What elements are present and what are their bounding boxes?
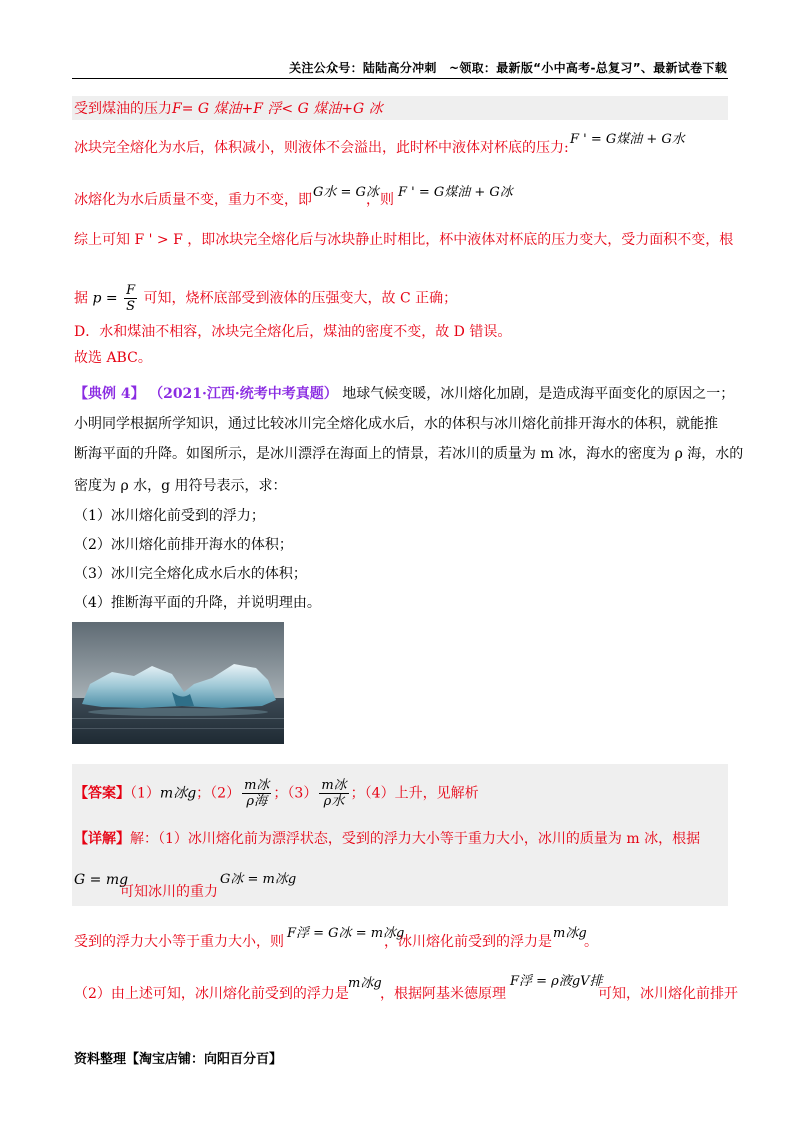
page-footer: 资料整理【淘宝店铺：向阳百分百】 (74, 1052, 283, 1067)
detail-label: 【详解】 (74, 831, 130, 847)
detail-formula-g-mg: G = mg (74, 872, 129, 888)
text-line-6: D．水和煤油不相容，冰块完全熔化后，煤油的密度不变，故 D 错误。 (74, 324, 512, 340)
example-paragraph-3: 断海平面的升降。如图所示，是冰川漂浮在海面上的情景，若冰川的质量为 m 冰，海水的密度为 ρ 海，水的 (74, 446, 744, 462)
header-divider (72, 78, 728, 79)
l5-text-a: 据 (74, 290, 88, 307)
detail-text-4b: ，根据阿基米德原理 (380, 986, 506, 1002)
detail-text-2: 可知冰川的重力 (120, 884, 218, 900)
l3-formula-1: G水 = G冰 (313, 185, 379, 200)
example-paragraph-4: 密度为 ρ 水，g 用符号表示，求： (74, 478, 287, 494)
detail-formula-mg-1: m冰g (553, 926, 587, 941)
detail-text-3b: ，冰川熔化前受到的浮力是 (384, 934, 552, 950)
example-source: （2021·江西·统考中考真题） (149, 386, 338, 402)
fraction-denominator: S (126, 299, 136, 314)
question-4: （4）推断海平面的升降，并说明理由。 (74, 595, 321, 611)
l1-prefix: 受到煤油的压力 (74, 101, 172, 117)
answer-3-denominator: ρ水 (323, 794, 345, 809)
detail-text-1: 解：（1）冰川熔化前为漂浮状态，受到的浮力大小等于重力大小，冰川的质量为 m 冰，根据 (130, 831, 701, 847)
answer-2-numerator: m冰 (244, 778, 270, 793)
detail-formula-archimedes: F浮 = ρ液gV排 (510, 974, 603, 989)
answer-3-fraction (319, 778, 348, 809)
l5-text-b: 可知，烧杯底部受到液体的压强变大，故 C 正确； (143, 290, 458, 307)
pressure-fraction (124, 283, 137, 314)
l2-formula: F ' = G煤油 + G水 (570, 132, 685, 147)
answer-4-text: ；（4）上升，见解析 (350, 785, 479, 802)
text-line-4: 综上可知 F ' > F ，即冰块完全熔化后与冰块静止时相比，杯中液体对杯底的压力变大，受力面积不变，根 (74, 232, 734, 248)
example-tag: 【典例 4】 (74, 386, 145, 402)
answer-1-prefix: （1） (130, 785, 160, 802)
iceberg-photo (72, 622, 284, 744)
text-line-1 (74, 99, 383, 119)
answer-3-numerator: m冰 (321, 778, 347, 793)
detail-text-4c: 可知，冰川熔化前排开 (598, 986, 738, 1002)
l3-text-b: ，则 (366, 192, 394, 208)
l3-text-a: 冰熔化为水后质量不变，重力不变，即 (74, 192, 312, 208)
detail-line-1 (74, 829, 700, 849)
text-line-3 (74, 190, 312, 210)
l3-formula-2: F ' = G煤油 + G冰 (398, 185, 513, 200)
question-3: （3）冰川完全熔化成水后水的体积； (74, 566, 307, 582)
answer-2-prefix: ；（2） (196, 785, 241, 802)
answer-1-formula: m冰g (159, 785, 197, 802)
question-1: （1）冰川熔化前受到的浮力； (74, 508, 265, 524)
example-intro: 地球气候变暖，冰川熔化加剧，是造成海平面变化的原因之一； (342, 386, 735, 402)
answer-2-fraction (242, 778, 271, 809)
page-header: 关注公众号：陆陆高分冲刺 ~领取：最新版“小中高考-总复习”、最新试卷下载 (289, 61, 727, 75)
answer-label: 【答案】 (74, 785, 130, 802)
answer-line (74, 778, 479, 809)
detail-formula-buoyancy: F浮 = G冰 = m冰g (287, 926, 405, 941)
answer-3-prefix: ；（3） (273, 785, 318, 802)
fraction-numerator: F (126, 283, 136, 298)
question-2: （2）冰川熔化前排开海水的体积； (74, 537, 293, 553)
l1-formula: F= G 煤油+F 浮< G 煤油+G 冰 (172, 101, 383, 117)
text-line-2: 冰块完全熔化为水后，体积减小，则液体不会溢出，此时杯中液体对杯底的压力: (74, 140, 569, 156)
example-heading (74, 384, 734, 404)
detail-formula-mg-2: m冰g (348, 976, 382, 991)
detail-text-4a: （2）由上述可知，冰川熔化前受到的浮力是 (74, 986, 349, 1002)
answer-2-denominator: ρ海 (246, 794, 268, 809)
detail-formula-glacier-weight: G冰 = m冰g (220, 872, 297, 887)
text-line-7: 故选 ABC。 (74, 350, 152, 366)
detail-text-3a: 受到的浮力大小等于重力大小，则 (74, 934, 284, 950)
example-paragraph-2: 小明同学根据所学知识，通过比较冰川完全熔化成水后，水的体积与冰川熔化前排开海水的体积，就能推 (74, 416, 718, 432)
iceberg-photo-svg (72, 622, 284, 744)
detail-text-3c: 。 (584, 934, 598, 950)
l5-formula-lhs: p = (92, 290, 118, 307)
text-line-5 (74, 283, 457, 314)
